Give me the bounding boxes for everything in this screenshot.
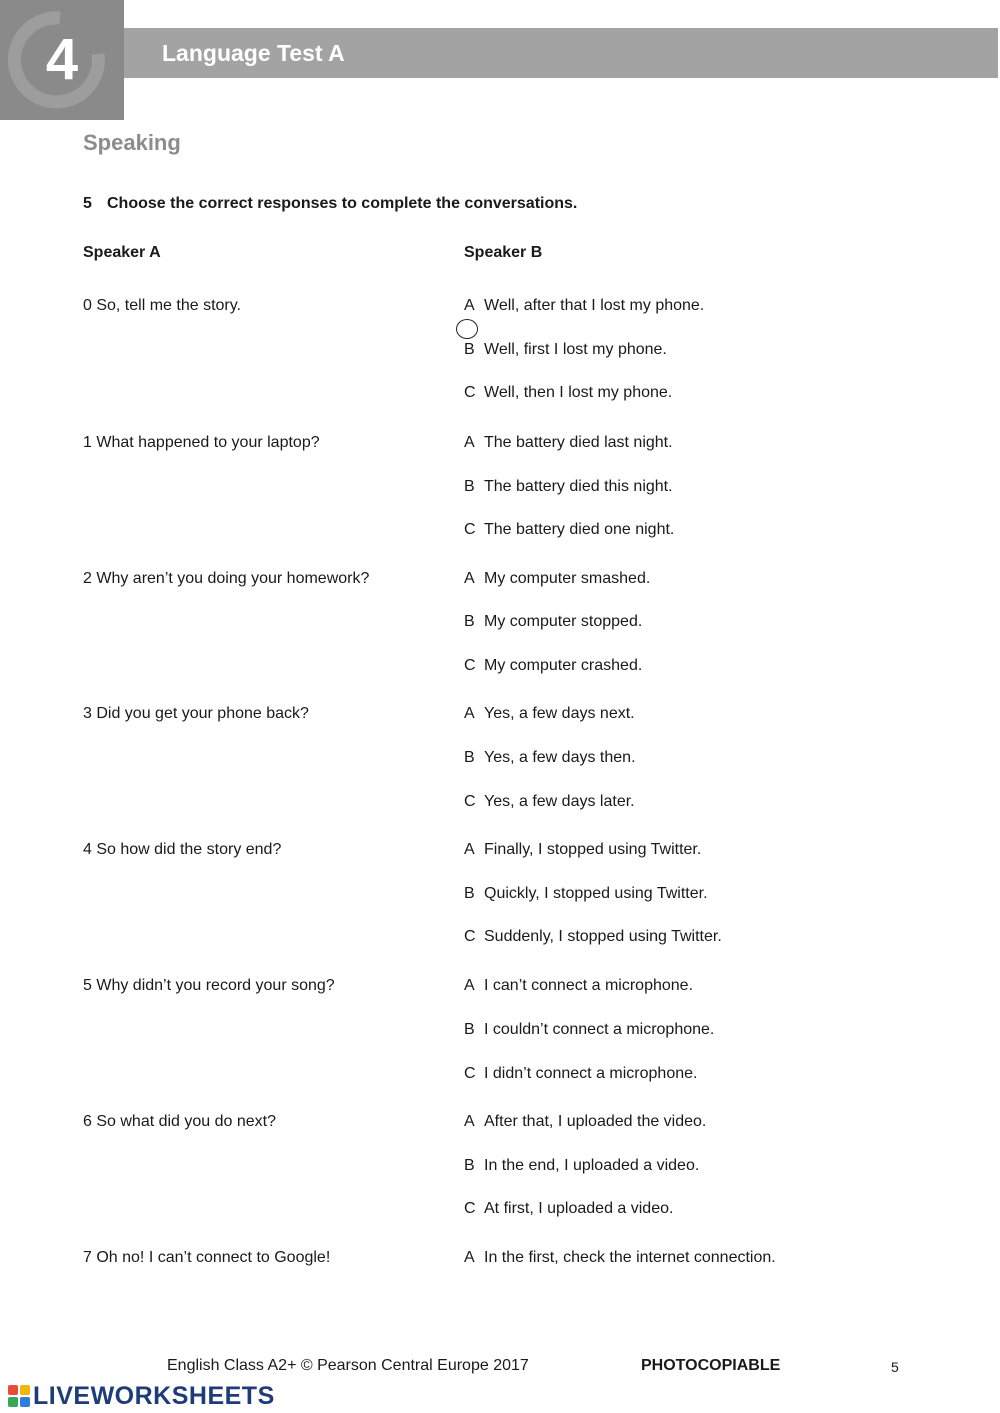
option-letter: C bbox=[464, 1065, 476, 1082]
option-letter: A bbox=[464, 570, 475, 587]
option-letter: C bbox=[464, 793, 476, 810]
option-letter: B bbox=[464, 1021, 475, 1038]
question-prompt: 5 Why didn’t you record your song? bbox=[83, 977, 335, 994]
answer-option[interactable] bbox=[464, 1113, 706, 1131]
question-prompt: 2 Why aren’t you doing your homework? bbox=[83, 570, 370, 587]
option-text: Suddenly, I stopped using Twitter. bbox=[484, 928, 722, 945]
answer-option[interactable] bbox=[464, 297, 704, 315]
instruction-text: Choose the correct responses to complete the conversations. bbox=[107, 195, 578, 212]
answer-option[interactable] bbox=[464, 841, 701, 859]
option-letter: A bbox=[464, 1113, 475, 1130]
option-letter: B bbox=[464, 613, 475, 630]
question-prompt: 7 Oh no! I can’t connect to Google! bbox=[83, 1249, 331, 1266]
question-prompt: 1 What happened to your laptop? bbox=[83, 434, 320, 451]
option-letter: C bbox=[464, 928, 476, 945]
answer-option[interactable] bbox=[464, 478, 673, 496]
answer-option[interactable] bbox=[464, 434, 673, 452]
answer-option[interactable] bbox=[464, 1021, 714, 1039]
option-text: In the first, check the internet connection. bbox=[484, 1249, 776, 1266]
exercise-instruction bbox=[83, 195, 577, 213]
column-header-speaker-b: Speaker B bbox=[464, 244, 543, 261]
option-text: I can’t connect a microphone. bbox=[484, 977, 694, 994]
option-text: My computer stopped. bbox=[484, 613, 643, 630]
option-letter: B bbox=[464, 341, 475, 358]
option-text: Yes, a few days later. bbox=[484, 793, 635, 810]
option-letter: C bbox=[464, 521, 476, 538]
question-prompt: 4 So how did the story end? bbox=[83, 841, 282, 858]
section-heading: Speaking bbox=[83, 130, 181, 155]
unit-number: 4 bbox=[45, 27, 79, 92]
answer-option[interactable] bbox=[464, 977, 693, 995]
option-text: The battery died last night. bbox=[484, 434, 673, 451]
option-letter: B bbox=[464, 749, 475, 766]
unit-badge bbox=[0, 0, 124, 120]
option-text: The battery died this night. bbox=[484, 478, 673, 495]
answer-option[interactable] bbox=[464, 705, 635, 723]
option-text: I couldn’t connect a microphone. bbox=[484, 1021, 715, 1038]
question-prompt: 0 So, tell me the story. bbox=[83, 297, 241, 314]
option-text: Yes, a few days next. bbox=[484, 705, 635, 722]
column-header-speaker-a: Speaker A bbox=[83, 244, 161, 261]
option-text: I didn’t connect a microphone. bbox=[484, 1065, 698, 1082]
option-text: Quickly, I stopped using Twitter. bbox=[484, 885, 708, 902]
option-letter: C bbox=[464, 657, 476, 674]
answer-option[interactable] bbox=[464, 1065, 697, 1083]
answer-option[interactable] bbox=[464, 384, 672, 402]
selected-answer-circle bbox=[456, 319, 478, 339]
answer-option[interactable] bbox=[464, 749, 636, 767]
answer-option[interactable] bbox=[464, 1157, 699, 1175]
answer-option[interactable] bbox=[464, 613, 642, 631]
liveworksheets-logo[interactable] bbox=[8, 1382, 275, 1410]
option-text: Well, then I lost my phone. bbox=[484, 384, 673, 401]
answer-option[interactable] bbox=[464, 1249, 776, 1267]
option-letter: A bbox=[464, 434, 475, 451]
option-text: My computer smashed. bbox=[484, 570, 651, 587]
liveworksheets-grid-icon bbox=[8, 1385, 30, 1407]
option-text: Well, after that I lost my phone. bbox=[484, 297, 705, 314]
answer-option[interactable] bbox=[464, 570, 650, 588]
answer-option[interactable] bbox=[464, 885, 708, 903]
answer-option[interactable] bbox=[464, 521, 674, 539]
option-letter: A bbox=[464, 841, 475, 858]
answer-option[interactable] bbox=[464, 657, 642, 675]
exercise-number: 5 bbox=[83, 195, 92, 212]
question-prompt: 6 So what did you do next? bbox=[83, 1113, 277, 1130]
footer-photocopiable: PHOTOCOPIABLE bbox=[641, 1357, 781, 1374]
liveworksheets-logo-text: LIVEWORKSHEETS bbox=[33, 1381, 275, 1410]
footer-copyright: English Class A2+ © Pearson Central Europe 2017 bbox=[167, 1357, 529, 1374]
answer-option[interactable] bbox=[464, 341, 667, 359]
option-text: The battery died one night. bbox=[484, 521, 675, 538]
answer-option[interactable] bbox=[464, 928, 722, 946]
option-text: My computer crashed. bbox=[484, 657, 643, 674]
option-letter: A bbox=[464, 1249, 475, 1266]
option-letter: C bbox=[464, 1200, 476, 1217]
option-letter: A bbox=[464, 705, 475, 722]
page-title: Language Test A bbox=[162, 40, 345, 66]
option-letter: C bbox=[464, 384, 476, 401]
option-text: At first, I uploaded a video. bbox=[484, 1200, 674, 1217]
option-letter: B bbox=[464, 478, 475, 495]
option-letter: A bbox=[464, 297, 475, 314]
page-number: 5 bbox=[891, 1359, 899, 1375]
option-text: After that, I uploaded the video. bbox=[484, 1113, 707, 1130]
question-prompt: 3 Did you get your phone back? bbox=[83, 705, 309, 722]
option-letter: B bbox=[464, 885, 475, 902]
option-text: Finally, I stopped using Twitter. bbox=[484, 841, 702, 858]
answer-option[interactable] bbox=[464, 793, 635, 811]
option-text: Well, first I lost my phone. bbox=[484, 341, 667, 358]
option-letter: A bbox=[464, 977, 475, 994]
title-bar bbox=[124, 28, 998, 78]
option-letter: B bbox=[464, 1157, 475, 1174]
answer-option[interactable] bbox=[464, 1200, 673, 1218]
option-text: Yes, a few days then. bbox=[484, 749, 636, 766]
option-text: In the end, I uploaded a video. bbox=[484, 1157, 700, 1174]
